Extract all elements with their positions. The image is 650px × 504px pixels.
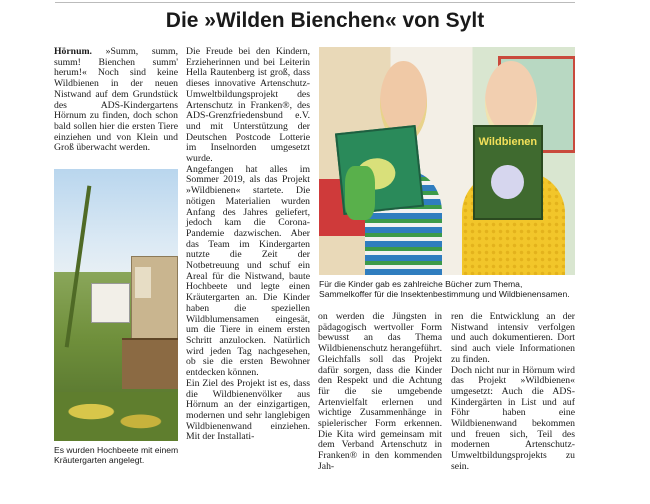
paragraph: Ein Ziel des Projekt ist es, dass die Wildbienenvölker aus Hörnum an der einzigartigen, modernen und sehr langlebigen Wildbienenwand einziehen. Mit der Installati- (186, 377, 310, 443)
column-4 (451, 312, 575, 473)
paragraph: ren die Entwicklung an der Nistwand intensiv verfolgen und auch dokumentieren. Dort sind auch viele Informationen zu finden. (451, 311, 575, 365)
paragraph: Doch nicht nur in Hörnum wird das Projekt »Wildbienen« umgesetzt: Auch die ADS-Kindergärten in List und auf Föhr haben eine Wildbienenwand bekommen und freuen sich, Teil des modernen Artenschutz-Umweltbildungsprojekts zu sein. (451, 364, 575, 472)
dateline: Hörnum. (54, 46, 92, 57)
garden-photo (54, 169, 178, 441)
headline: Die »Wilden Bienchen« von Sylt (165, 9, 485, 32)
top-rule (55, 2, 575, 3)
book-title: Wildbienen (478, 135, 538, 148)
intro-text: »Summ, summ, summ! Bienchen summ' herum!« Noch sind keine Wildbienen in der neuen Nistwand auf dem Grundstück des ADS-Kindergartens Hörnum zu finden, doch schon bald sollen hier die ersten Tiere einziehen und von Klein und Groß überwacht werden. (54, 46, 178, 154)
column-2 (186, 47, 310, 443)
kids-photo (319, 47, 575, 275)
kids-caption: Für die Kinder gab es zahlreiche Bücher zum Thema, Sammelkoffer für die Insektenbestimmung und Wildbienensamen. (319, 279, 570, 300)
column-3 (318, 312, 442, 473)
paragraph: Die Freude bei den Kindern, Erzieherinnen und bei Leiterin Hella Rautenberg ist groß, dass dieses innovative Artenschutz-Umweltbildungsprojekt des Artenschutz in Franken®, des ADS-Grenzfriedensbund e.V. und mit Unterstützung der Deutschen Postcode Lotterie im Inselnorden umgesetzt wurde. (186, 46, 310, 165)
column-1 (54, 47, 178, 154)
paragraph: Angefangen hat alles im Sommer 2019, als das Projekt »Wildbienen« startete. Die nötigen Materialien wurden Anfang des Jahres geliefert, jedoch kam die Corona-Pandemie dazwischen. Aber das Team im Kindergarten nutzte die Zeit der Notbetreuung und schuf ein Areal für die Nistwand, baute Hochbeete und legte einen Kräutergarten an. Die Kinder haben die speziellen Wildblumensamen eingesät, um die Tiere in einem ersten Schritt anzulocken. Natürlich wird jeden Tag nachgesehen, ob sie die ersten Bewohner entdecken können. (186, 163, 310, 379)
paragraph: on werden die Jüngsten in pädagogisch wertvoller Form bewusst an das Thema Wildbienenschutz herangeführt. Gleichfalls soll das Projekt dafür sorgen, dass die Kinder den Respekt und die Achtung für die sie umgebende Artenvielfalt erlernen und wichtige Zusammenhänge in spielerischer Form erkennen. Die Kita wird gemeinsam mit dem Verband Artenschutz in Franken® in den kommenden Jah- (318, 311, 442, 472)
garden-caption: Es wurden Hochbeete mit einem Kräutergarten angelegt. (54, 445, 179, 466)
